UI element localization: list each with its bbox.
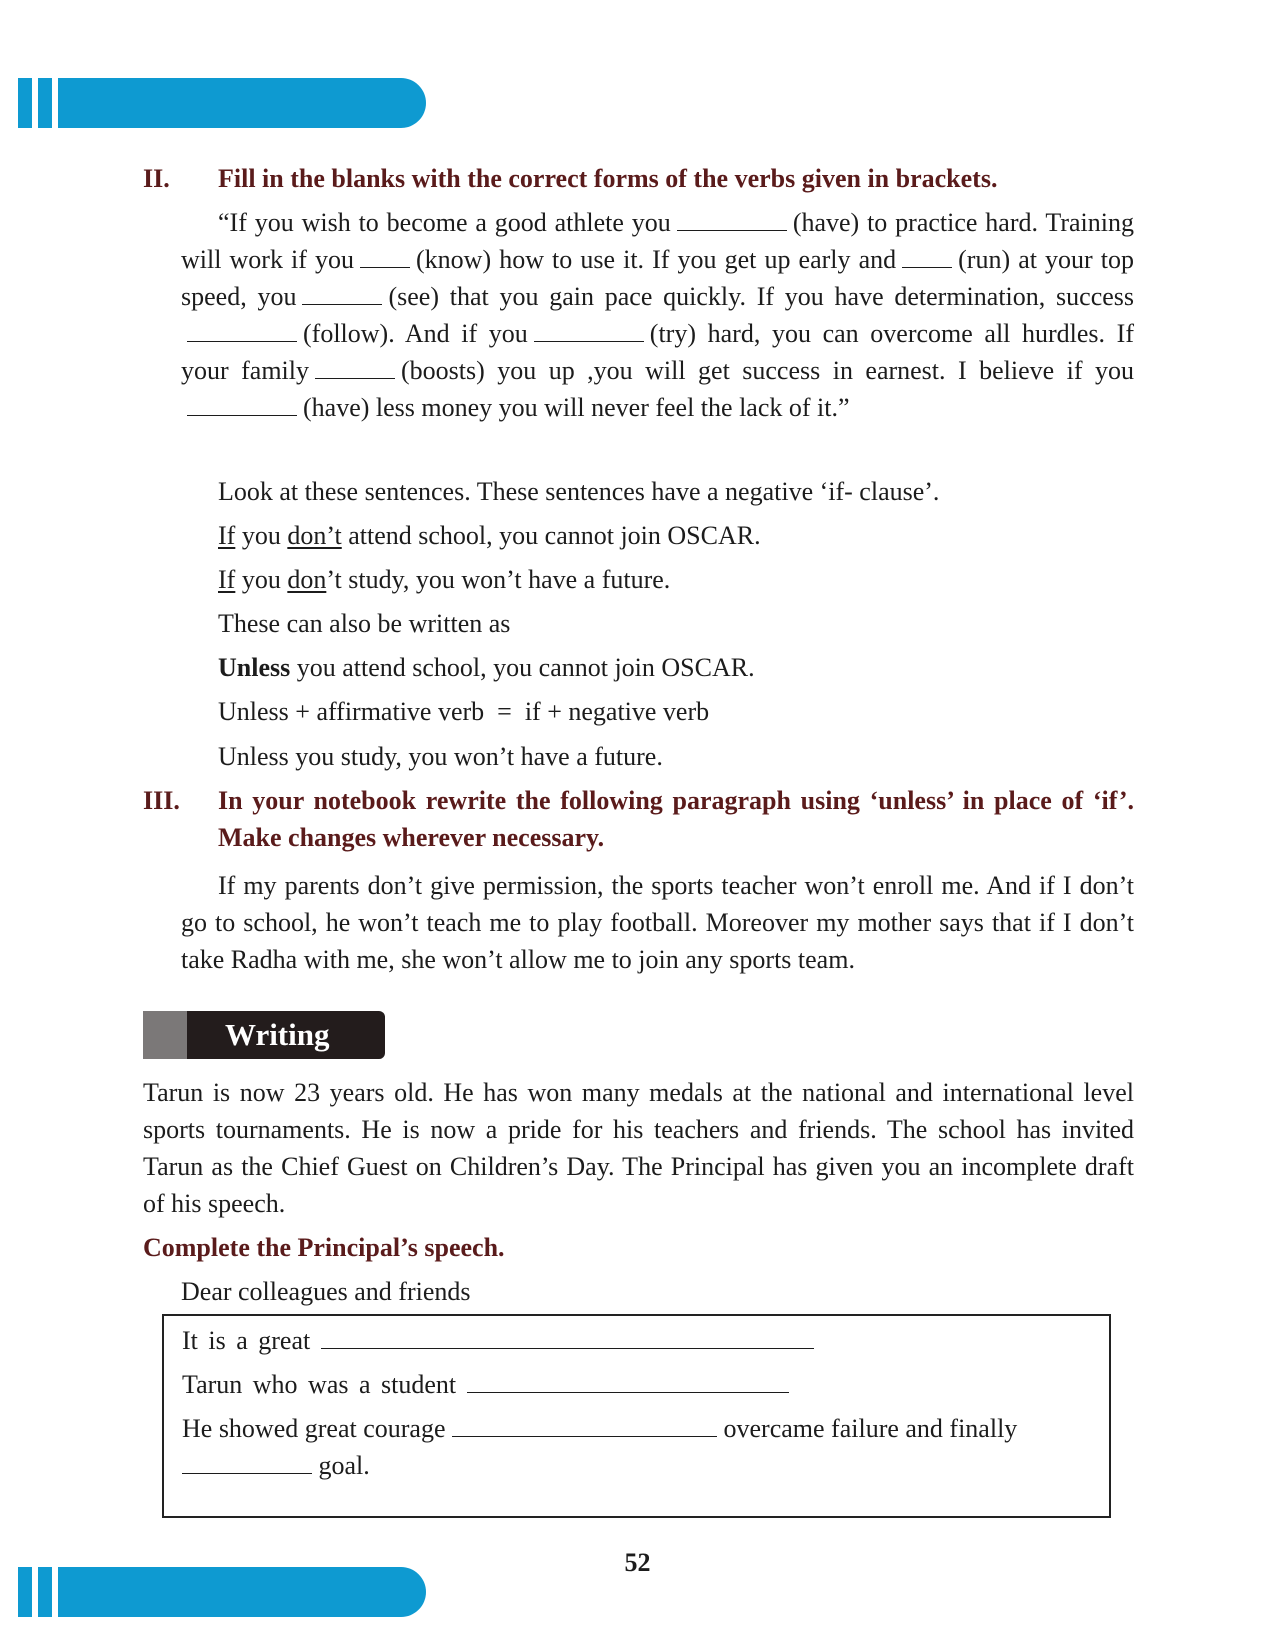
section-2-passage: “If you wish to become a good athlete you (have) to practice hard. Training will work if you (know) how to use it. If you get up early and (run) at your top speed, you (see) that you gain pace quickly. If you have determination, success(follow). And if you (try) hard, you can overcome all hurdles. If your family (boosts) you up ,you will get success in earnest. I believe if you(have) less money you will never feel the lack of it.” — [181, 208, 1135, 422]
writing-label: Writing — [225, 1017, 330, 1052]
speech-blank-4 — [182, 1449, 312, 1474]
example-sentence-2: If you don’t study, you won’t have a future. — [218, 565, 671, 594]
section-3-title: In your notebook rewrite the following paragraph using ‘unless’ in place of ‘if’. Make changes wherever necessary. — [218, 786, 1134, 852]
speech-salutation: Dear colleagues and friends — [181, 1277, 471, 1306]
unless-sentence-2: Unless you study, you won’t have a future. — [218, 742, 663, 771]
speech-blank-1 — [321, 1324, 814, 1349]
speech-line-4: goal. — [182, 1447, 370, 1484]
section-3-paragraph: If my parents don’t give permission, the sports teacher won’t enroll me. And if I don’t go to school, he won’t teach me to play football. Moreover my mother says that if I don’t take Radha with me, she won’t allow me to join any sports team. — [181, 871, 1134, 974]
writing-task: Complete the Principal’s speech. — [143, 1233, 505, 1262]
speech-blank-2 — [467, 1368, 789, 1393]
writing-paragraph: Tarun is now 23 years old. He has won many medals at the national and international level sports tournaments. He is now a pride for his teachers and friends. The school has invited Tarun as the Chief Guest on Children’s Day. The Principal has given you an incomplete draft of his speech. — [143, 1078, 1134, 1218]
section-2-title: Fill in the blanks with the correct forms of the verbs given in brackets. — [218, 164, 998, 193]
speech-line-3: He showed great courage overcame failure and finally — [182, 1414, 1018, 1443]
negative-if-intro: Look at these sentences. These sentences have a negative ‘if- clause’. — [218, 477, 940, 506]
speech-draft-box — [162, 1314, 1111, 1518]
section-3-number: III. — [143, 786, 180, 815]
unless-sentence-1: Unless you attend school, you cannot join OSCAR. — [218, 653, 755, 682]
section-2-number: II. — [143, 164, 170, 193]
also-written-line: These can also be written as — [218, 609, 511, 638]
speech-line-1: It is a great — [182, 1322, 814, 1359]
writing-section-tab — [143, 1011, 385, 1059]
unless-rule: Unless + affirmative verb = if + negative verb — [218, 697, 710, 726]
page-number: 52 — [624, 1548, 651, 1577]
speech-blank-3 — [452, 1412, 717, 1437]
example-sentence-1: If you don’t attend school, you cannot join OSCAR. — [218, 521, 761, 550]
speech-line-2: Tarun who was a student — [182, 1366, 789, 1403]
